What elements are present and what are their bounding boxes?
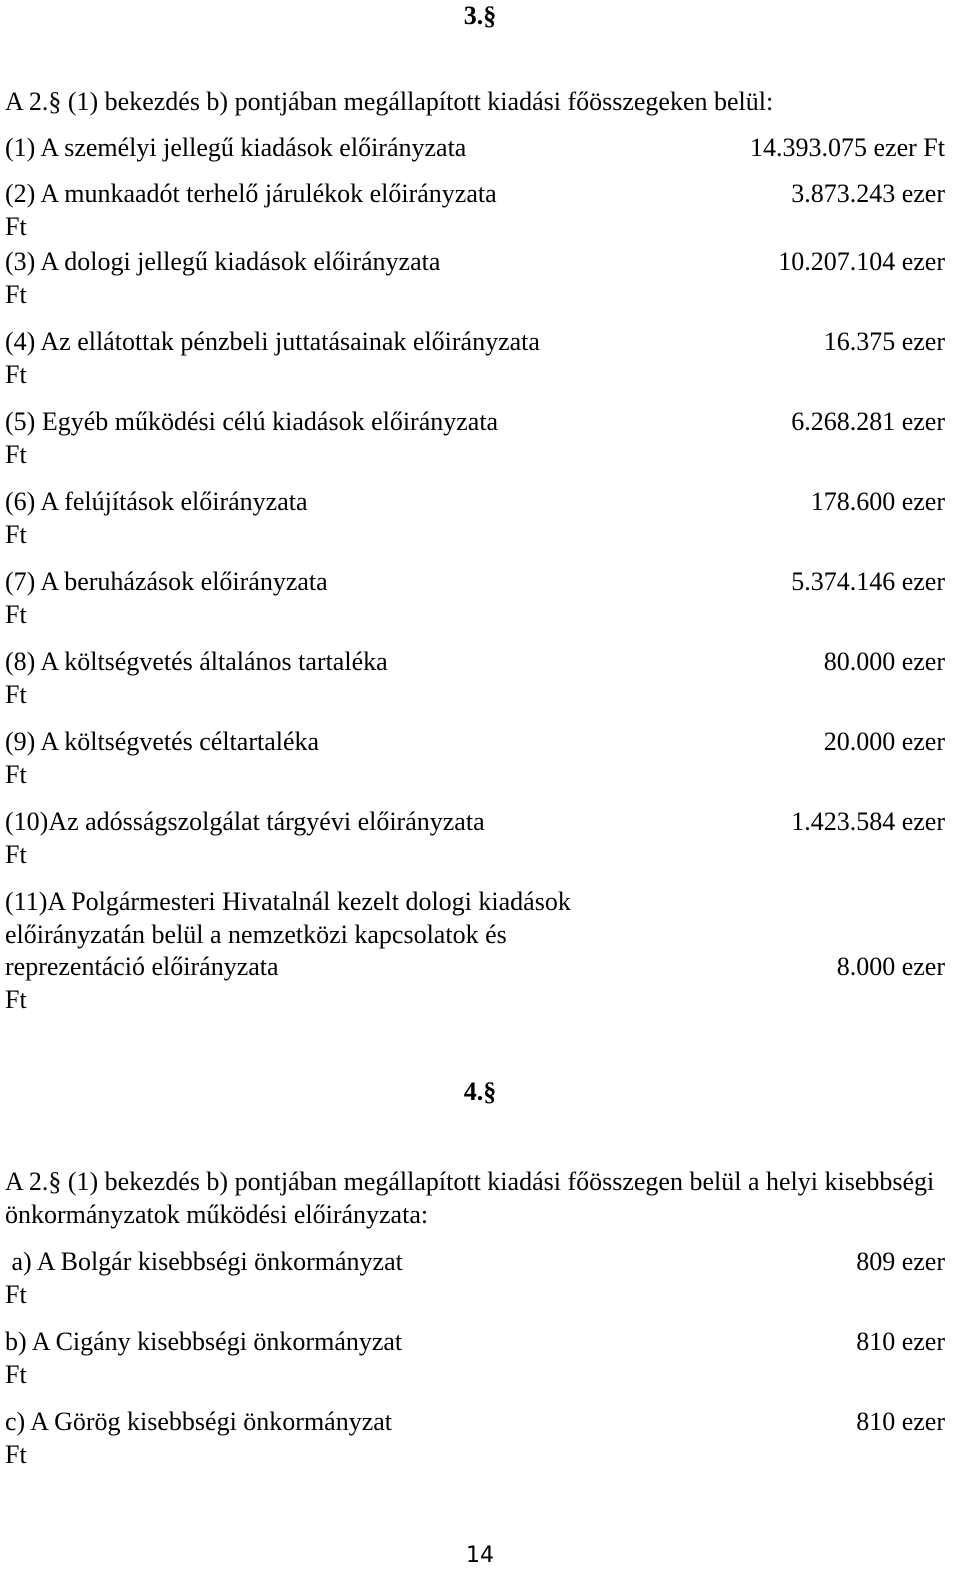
budget-item-7 [5, 566, 945, 631]
item-label-line-3: reprezentáció előirányzata [5, 952, 279, 981]
item-amount: 6.268.281 ezer [791, 407, 945, 436]
budget-item-5 [5, 406, 945, 471]
item-label: (8) A költségvetés általános tartaléka [5, 647, 388, 676]
item-amount: 810 ezer [856, 1407, 945, 1436]
item-label: (1) A személyi jellegű kiadások előirányzata [5, 133, 467, 162]
item-amount: 14.393.075 ezer Ft [750, 133, 945, 162]
item-label: (6) A felújítások előirányzata [5, 487, 308, 516]
minority-item-a [5, 1246, 945, 1311]
section-3-intro: A 2.§ (1) bekezdés b) pontjában megállapított kiadási főösszegeken belül: [5, 87, 774, 116]
item-label: b) A Cigány kisebbségi önkormányzat [5, 1327, 403, 1356]
item-amount: 810 ezer [856, 1327, 945, 1356]
item-unit: Ft [5, 679, 27, 709]
item-amount: 1.423.584 ezer [791, 807, 945, 836]
budget-item-2 [5, 178, 945, 243]
item-label-line-2: előirányzatán belül a nemzetközi kapcsolatok és [5, 919, 507, 949]
item-label: a) A Bolgár kisebbségi önkormányzat [5, 1247, 403, 1276]
item-unit: Ft [5, 439, 27, 469]
budget-item-8 [5, 646, 945, 711]
item-label: c) A Görög kisebbségi önkormányzat [5, 1407, 393, 1436]
item-amount: 5.374.146 ezer [791, 567, 945, 596]
item-unit: Ft [5, 839, 27, 869]
item-label-line-1: (11)A Polgármesteri Hivatalnál kezelt dologi kiadások [5, 887, 571, 916]
item-amount: 8.000 ezer [836, 952, 945, 981]
budget-item-6 [5, 486, 945, 551]
item-unit: Ft [5, 599, 27, 629]
section-4-intro: A 2.§ (1) bekezdés b) pontjában megállapított kiadási főösszegen belül a helyi kisebbségi önkormányzatok működési előirányzata: [5, 1167, 935, 1229]
item-amount: 80.000 ezer [823, 647, 945, 676]
item-label: (3) A dologi jellegű kiadások előirányzata [5, 247, 441, 276]
item-amount: 16.375 ezer [823, 327, 945, 356]
item-unit: Ft [5, 1279, 27, 1309]
budget-item-3 [5, 246, 945, 311]
item-unit: Ft [5, 984, 27, 1014]
item-unit: Ft [5, 759, 27, 789]
item-amount: 809 ezer [856, 1247, 945, 1276]
budget-item-10 [5, 806, 945, 871]
budget-item-4 [5, 326, 945, 391]
item-unit: Ft [5, 279, 27, 309]
item-label: (4) Az ellátottak pénzbeli juttatásainak előirányzata [5, 327, 540, 356]
section-4-heading: 4.§ [463, 1077, 497, 1106]
minority-item-c [5, 1406, 945, 1471]
item-label: (5) Egyéb működési célú kiadások előirányzata [5, 407, 499, 436]
budget-item-11 [5, 886, 945, 1016]
item-amount: 178.600 ezer [810, 487, 945, 516]
item-label: (7) A beruházások előirányzata [5, 567, 328, 596]
item-unit: Ft [5, 359, 27, 389]
item-unit: Ft [5, 1439, 27, 1469]
item-label: (10)Az adósságszolgálat tárgyévi előirányzata [5, 807, 485, 836]
item-label: (2) A munkaadót terhelő járulékok előirányzata [5, 179, 497, 208]
budget-item-9 [5, 726, 945, 791]
item-amount: 20.000 ezer [823, 727, 945, 756]
item-amount: 3.873.243 ezer [791, 179, 945, 208]
item-unit: Ft [5, 519, 27, 549]
minority-item-b [5, 1326, 945, 1391]
section-3-heading: 3.§ [463, 1, 497, 30]
item-amount: 10.207.104 ezer [778, 247, 945, 276]
item-unit: Ft [5, 1359, 27, 1389]
page-number: 14 [466, 1543, 494, 1568]
item-unit: Ft [5, 211, 27, 241]
budget-item-1 [5, 132, 945, 165]
item-label: (9) A költségvetés céltartaléka [5, 727, 320, 756]
